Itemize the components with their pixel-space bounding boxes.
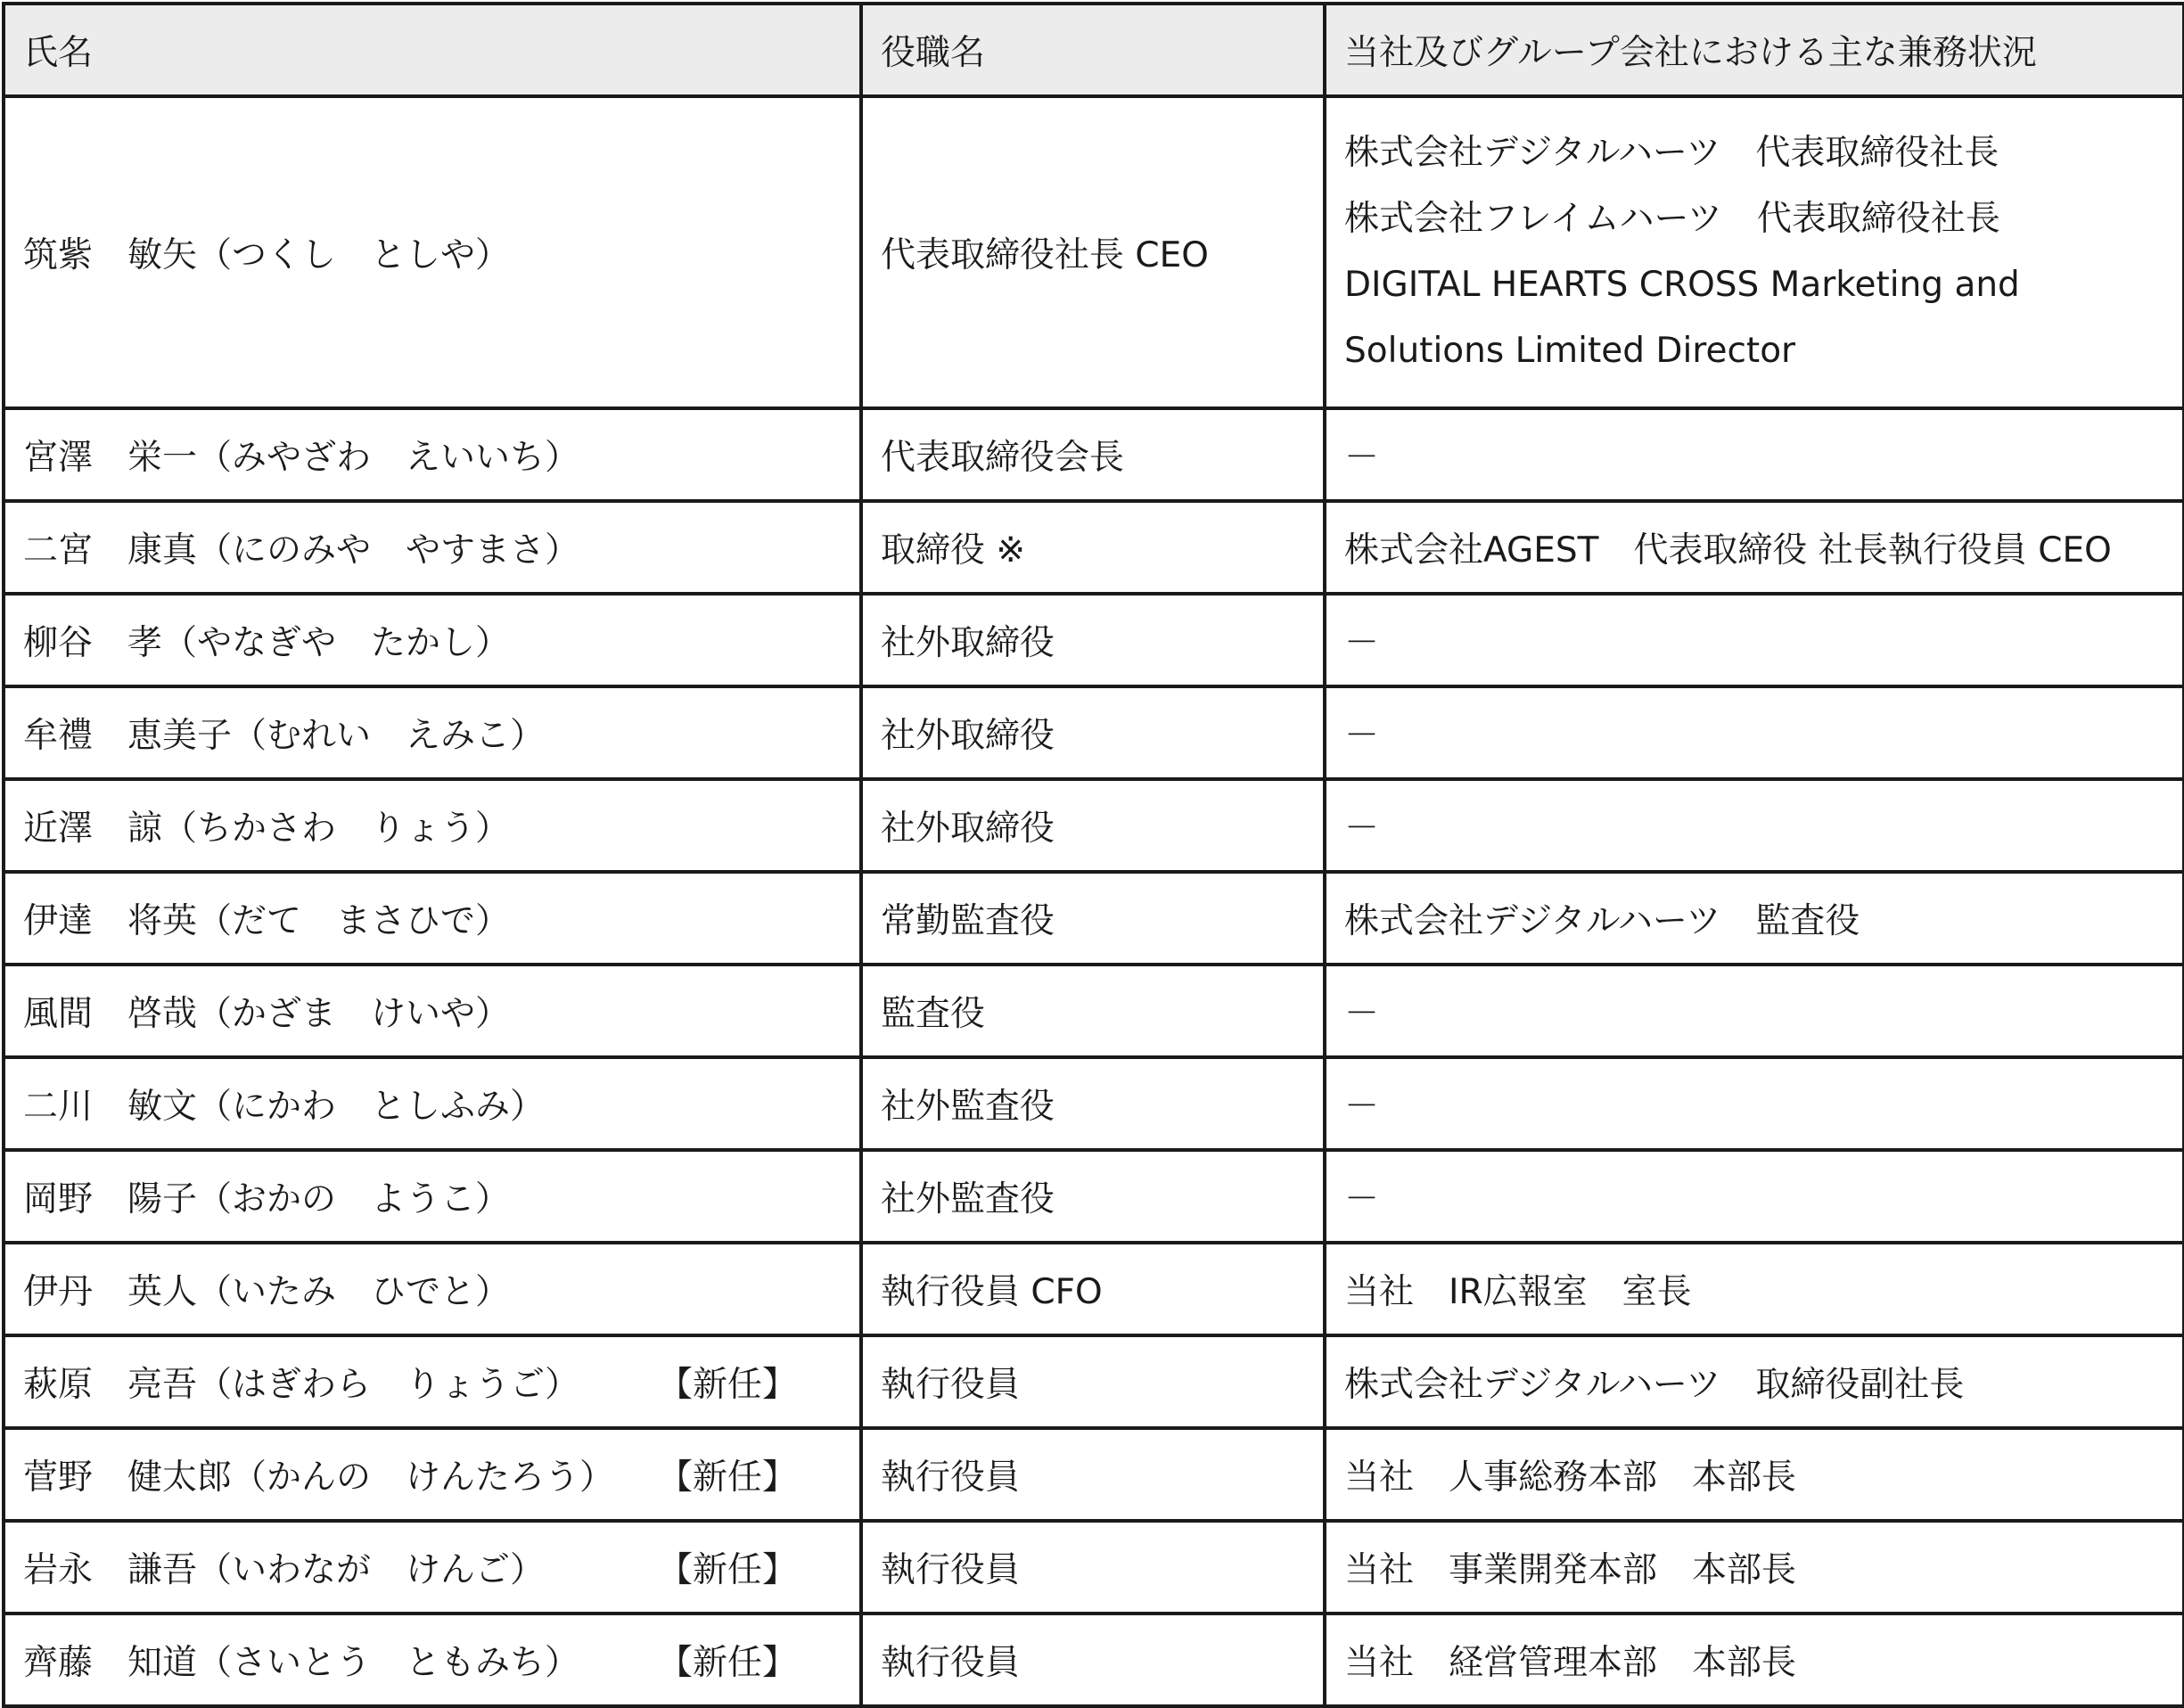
officer-title: 社外取締役	[861, 779, 1325, 872]
officer-name-wrap	[23, 1635, 842, 1685]
officer-name: 菅野 健太郎（かんの けんたろう）	[23, 1458, 615, 1498]
officer-name: 岡野 陽子（おかの ようこ）	[23, 1179, 511, 1219]
officer-name-cell	[4, 686, 861, 779]
concurrent-positions: －	[1325, 408, 2184, 501]
officer-title: 執行役員	[861, 1521, 1325, 1614]
table-row	[4, 965, 2184, 1057]
officer-title: 社外監査役	[861, 1150, 1325, 1243]
officer-title: 執行役員	[861, 1335, 1325, 1428]
header-title: 役職名	[861, 4, 1325, 96]
table-row	[4, 872, 2184, 965]
table-row	[4, 594, 2184, 686]
officer-name-cell	[4, 594, 861, 686]
concurrent-position-line: DIGITAL HEARTS CROSS Marketing and Solutions Limited Director	[1344, 265, 2020, 371]
concurrent-positions: －	[1325, 1057, 2184, 1150]
officer-title: 社外監査役	[861, 1057, 1325, 1150]
new-appointment-badge: 【新任】	[657, 1550, 797, 1590]
officer-name-wrap	[23, 893, 842, 943]
officer-name: 伊丹 英人（いたみ ひでと）	[23, 1272, 511, 1312]
officer-name-cell	[4, 965, 861, 1057]
table-row	[4, 501, 2184, 594]
officer-name-cell	[4, 1428, 861, 1521]
header-concurrent: 当社及びグループ会社における主な兼務状況	[1325, 4, 2184, 96]
officer-title: 社外取締役	[861, 686, 1325, 779]
officer-name: 伊達 将英（だて まさひで）	[23, 901, 511, 941]
header-name: 氏名	[4, 4, 861, 96]
officer-title: 執行役員 CFO	[861, 1243, 1325, 1335]
officer-title: 代表取締役会長	[861, 408, 1325, 501]
officer-name-wrap	[23, 430, 842, 480]
concurrent-positions: 株式会社デジタルハーツ 取締役副社長	[1325, 1335, 2184, 1428]
officer-title: 社外取締役	[861, 594, 1325, 686]
officer-name: 二宮 康真（にのみや やすまさ）	[23, 530, 580, 571]
officer-name-cell	[4, 779, 861, 872]
officer-name-cell	[4, 1614, 861, 1706]
officer-name: 齊藤 知道（さいとう ともみち）	[23, 1643, 580, 1683]
officer-name-wrap	[23, 615, 842, 665]
concurrent-position-line: 株式会社フレイムハーツ 代表取締役社長	[1344, 199, 2000, 239]
officer-name: 二川 敏文（にかわ としふみ）	[23, 1087, 546, 1127]
table-row	[4, 408, 2184, 501]
table-row	[4, 1335, 2184, 1428]
officer-name-wrap	[23, 1264, 842, 1314]
concurrent-positions: －	[1325, 594, 2184, 686]
officer-name-wrap	[23, 1542, 842, 1592]
header-row	[4, 4, 2184, 96]
officer-title: 常勤監査役	[861, 872, 1325, 965]
concurrent-positions	[1325, 96, 2184, 408]
table-row	[4, 1150, 2184, 1243]
officer-title: 代表取締役社長 CEO	[861, 96, 1325, 408]
new-appointment-badge: 【新任】	[657, 1643, 797, 1683]
table-row	[4, 686, 2184, 779]
officer-name-wrap	[23, 801, 842, 850]
officer-name-wrap	[23, 1357, 842, 1407]
officer-name-wrap	[23, 1449, 842, 1499]
table-row	[4, 779, 2184, 872]
officer-name: 岩永 謙吾（いわなが けんご）	[23, 1550, 546, 1590]
officer-name: 柳谷 孝（やなぎや たかし）	[23, 623, 511, 663]
officer-name: 萩原 亮吾（はぎわら りょうご）	[23, 1365, 580, 1405]
officer-title: 監査役	[861, 965, 1325, 1057]
concurrent-positions: －	[1325, 779, 2184, 872]
concurrent-positions: 当社 経営管理本部 本部長	[1325, 1614, 2184, 1706]
concurrent-positions: 当社 人事総務本部 本部長	[1325, 1428, 2184, 1521]
new-appointment-badge: 【新任】	[657, 1458, 797, 1498]
concurrent-positions: 当社 事業開発本部 本部長	[1325, 1521, 2184, 1614]
officer-title: 執行役員	[861, 1428, 1325, 1521]
concurrent-positions: －	[1325, 965, 2184, 1057]
officer-name-cell	[4, 1335, 861, 1428]
officer-name-cell	[4, 1521, 861, 1614]
concurrent-positions: －	[1325, 686, 2184, 779]
officer-name-wrap	[23, 522, 842, 572]
officer-name-wrap	[23, 986, 842, 1036]
officer-title: 取締役 ※	[861, 501, 1325, 594]
officer-name-cell	[4, 872, 861, 965]
officer-name-cell	[4, 96, 861, 408]
table-row	[4, 1614, 2184, 1706]
new-appointment-badge: 【新任】	[657, 1365, 797, 1405]
officer-title: 執行役員	[861, 1614, 1325, 1706]
officer-name-wrap	[23, 1079, 842, 1129]
officer-name: 筑紫 敏矢（つくし としや）	[23, 235, 511, 275]
concurrent-positions: 株式会社AGEST 代表取締役 社長執行役員 CEO	[1325, 501, 2184, 594]
concurrent-positions: 株式会社デジタルハーツ 監査役	[1325, 872, 2184, 965]
table-row	[4, 1243, 2184, 1335]
officer-name-cell	[4, 501, 861, 594]
table-row	[4, 1428, 2184, 1521]
concurrent-position-line: 株式会社デジタルハーツ 代表取締役社長	[1344, 133, 1999, 173]
officer-table	[2, 2, 2184, 1708]
officer-name-cell	[4, 408, 861, 501]
officer-name-cell	[4, 1150, 861, 1243]
table-row	[4, 96, 2184, 408]
officer-name-cell	[4, 1057, 861, 1150]
concurrent-positions: －	[1325, 1150, 2184, 1243]
table-row	[4, 1521, 2184, 1614]
officer-name-cell	[4, 1243, 861, 1335]
officer-name-wrap	[23, 1171, 842, 1221]
officer-name-wrap	[23, 227, 842, 277]
officer-name-wrap	[23, 708, 842, 758]
officer-name: 宮澤 栄一（みやざわ えいいち）	[23, 438, 580, 478]
officer-name: 近澤 諒（ちかさわ りょう）	[23, 809, 511, 849]
officer-name: 牟禮 恵美子（むれい えみこ）	[23, 716, 546, 756]
concurrent-positions: 当社 IR広報室 室長	[1325, 1243, 2184, 1335]
table-row	[4, 1057, 2184, 1150]
officer-name: 風間 啓哉（かざま けいや）	[23, 994, 511, 1034]
table-body	[4, 96, 2184, 1706]
